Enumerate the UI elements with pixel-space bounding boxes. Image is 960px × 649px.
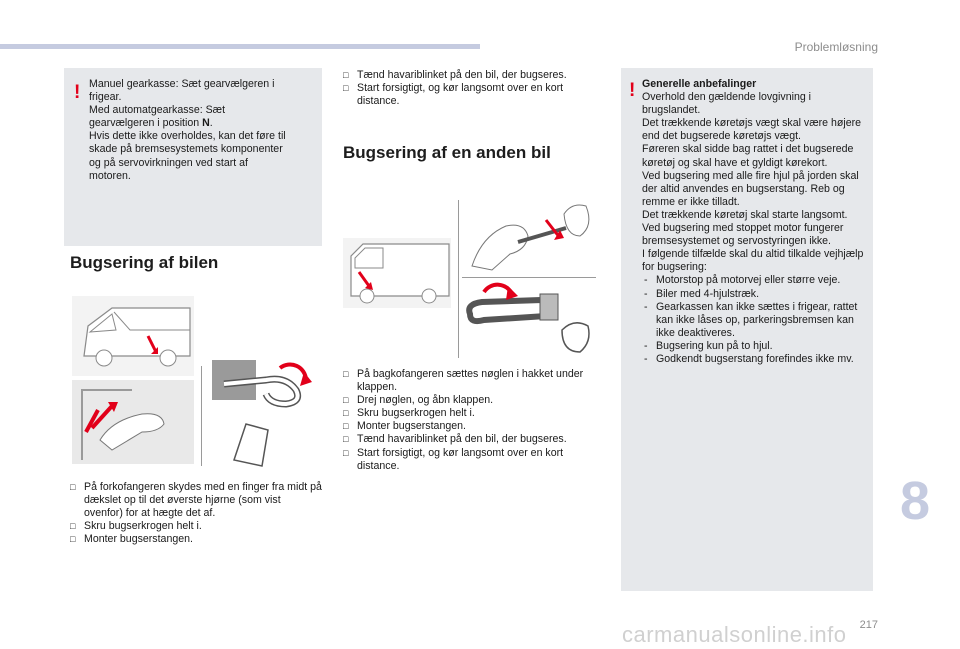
step-item: □ Tænd havariblinket på den bil, der bugseres. — [343, 433, 605, 446]
warning-line: Med automatgearkasse: Sæt — [89, 104, 226, 117]
heading-towing-other-car: Bugsering af en anden bil — [343, 143, 551, 162]
warning-line-text: gearvælgeren i position — [89, 117, 200, 130]
recommendation-paragraph: Det trækkende køretøj skal starte langsomt. — [642, 208, 848, 221]
case-item: - Gearkassen kan ikke sættes i frigear, rattet kan ikke låses op, parkeringsbremsen kan ikke deaktiveres. — [642, 301, 870, 340]
step-item: □ Start forsigtigt, og kør langsomt over en kort distance. — [343, 82, 605, 108]
case-item: - Biler med 4-hjulstræk. — [642, 288, 870, 301]
recommendation-paragraph: I følgende tilfælde skal du altid tilkalde vejhjælp for bugsering: — [642, 248, 864, 274]
warning-line: skade på bremsesystemets komponenter — [89, 143, 283, 156]
step-item: □ Start forsigtigt, og kør langsomt over en kort distance. — [343, 447, 605, 473]
figure-divider — [201, 366, 202, 466]
step-item: □ På bagkofangeren sættes nøglen i hakket under klappen. — [343, 368, 605, 394]
case-item: - Bugsering kun på to hjul. — [642, 340, 870, 353]
warning-line: gearvælgeren i position N. — [89, 117, 213, 130]
position-n: N — [202, 117, 210, 130]
warning-text — [89, 78, 317, 183]
steps-middle — [343, 368, 605, 473]
recommendation-paragraph: Føreren skal sidde bag rattet i det bugserede køretøj og skal have et gyldigt kørekort. — [642, 143, 854, 169]
figure-divider — [458, 200, 459, 358]
recommendation-paragraph: Overhold den gældende lovgivning i brugslandet. — [642, 91, 812, 117]
warning-line: og på servovirkningen ved start af — [89, 156, 248, 169]
exclamation-icon: ! — [629, 80, 636, 101]
case-item: - Godkendt bugserstang forefindes ikke mv. — [642, 353, 870, 366]
van-front-illustration — [72, 296, 194, 376]
finger-cover-illustration — [72, 380, 194, 464]
step-item: □ Skru bugserkrogen helt i. — [343, 407, 605, 420]
tow-hook-rear-illustration — [462, 280, 596, 360]
heading-towing-own-car: Bugsering af bilen — [70, 253, 219, 272]
recommendations-text — [642, 78, 870, 366]
page-number: 217 — [859, 619, 878, 631]
step-item: □ Drej nøglen, og åbn klappen. — [343, 394, 605, 407]
recommendations-title: Generelle anbefalinger — [642, 78, 757, 90]
section-title: Problemløsning — [794, 40, 878, 54]
steps-left — [70, 481, 322, 546]
recommendation-paragraph: Det trækkende køretøjs vægt skal være højere end det bugserede køretøjs vægt. — [642, 117, 862, 143]
chapter-number: 8 — [899, 471, 930, 531]
step-item: □ Monter bugserstangen. — [70, 533, 322, 546]
step-item: □ Tænd havariblinket på den bil, der bugseres. — [343, 69, 605, 82]
warning-box — [64, 68, 322, 246]
warning-line: Manuel gearkasse: Sæt gearvælgeren i — [89, 78, 275, 90]
warning-line: Hvis dette ikke overholdes, kan det føre til — [89, 130, 286, 143]
step-item: □ På forkofangeren skydes med en finger fra midt på dækslet op til det øverste hjørne (som vist ovenfor) for at hægte det af. — [70, 481, 322, 520]
recommendation-paragraph: Ved bugsering med alle fire hjul på jorden skal der altid anvendes en bugserstang. Reb og remme er ikke tilladt. — [642, 169, 859, 208]
recommendations-box — [621, 68, 873, 591]
warning-line: frigear. — [89, 91, 122, 104]
case-item: - Motorstop på motorvej eller større veje. — [642, 274, 870, 287]
exclamation-icon: ! — [74, 82, 81, 103]
step-item: □ Skru bugserkrogen helt i. — [70, 520, 322, 533]
key-in-slot-illustration — [462, 196, 596, 274]
recommendation-paragraph: Ved bugsering med stoppet motor fungerer bremsesystemet og servostyringen ikke. — [642, 222, 844, 248]
figure-divider — [462, 277, 596, 278]
steps-middle-top — [343, 69, 605, 108]
header-accent-bar — [0, 44, 480, 49]
watermark: carmanualsonline.info — [622, 622, 847, 647]
step-item: □ Monter bugserstangen. — [343, 420, 605, 433]
tow-hook-front-illustration — [206, 356, 324, 468]
warning-line: motoren. — [89, 169, 131, 182]
van-rear-illustration — [343, 238, 451, 308]
